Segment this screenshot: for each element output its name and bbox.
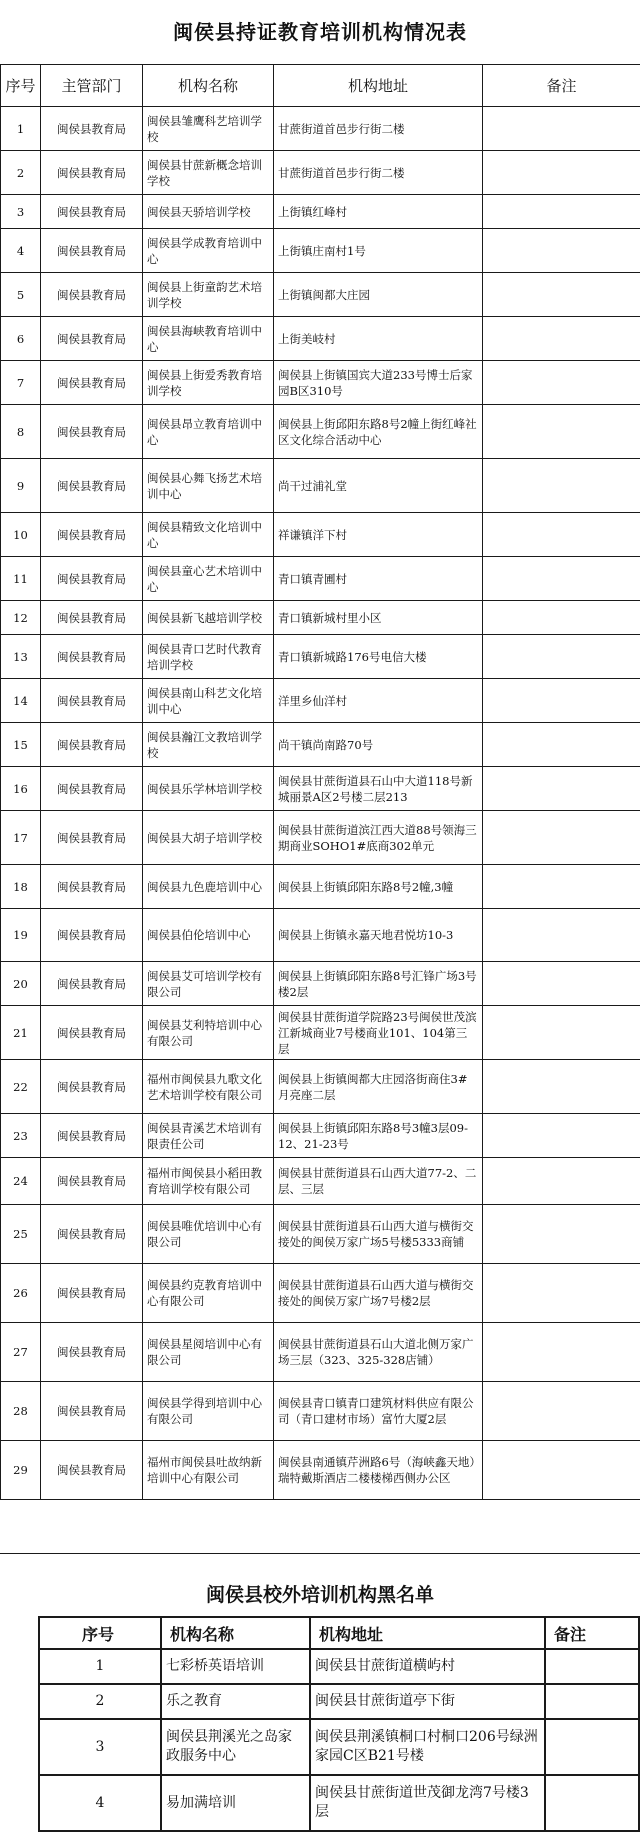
blacklist-header-no: 序号 bbox=[39, 1617, 161, 1649]
cell-note bbox=[483, 767, 640, 811]
cell-no: 3 bbox=[1, 195, 41, 229]
header-name: 机构名称 bbox=[143, 65, 274, 107]
cell-dept: 闽侯县教育局 bbox=[41, 557, 143, 601]
cell-addr: 闽侯县甘蔗街道县石山西大道与横街交接处的闽侯万家广场5号楼5333商铺 bbox=[274, 1205, 483, 1264]
cell-dept: 闽侯县教育局 bbox=[41, 811, 143, 865]
cell-name: 闽侯县精致文化培训中心 bbox=[143, 513, 274, 557]
cell-addr: 甘蔗街道首邑步行街二楼 bbox=[274, 151, 483, 195]
blacklist-table bbox=[38, 1616, 640, 1832]
cell-addr: 闽侯县甘蔗街道滨江西大道88号领海三期商业SOHO1#底商302单元 bbox=[274, 811, 483, 865]
table-row bbox=[1, 361, 640, 405]
cell-dept: 闽侯县教育局 bbox=[41, 679, 143, 723]
cell-name: 闽侯县心舞飞扬艺术培训中心 bbox=[143, 459, 274, 513]
cell-dept: 闽侯县教育局 bbox=[41, 962, 143, 1006]
cell-no: 15 bbox=[1, 723, 41, 767]
cell-dept: 闽侯县教育局 bbox=[41, 107, 143, 151]
cell-dept: 闽侯县教育局 bbox=[41, 1264, 143, 1323]
table-row bbox=[1, 405, 640, 459]
cell-note bbox=[483, 229, 640, 273]
cell-no: 14 bbox=[1, 679, 41, 723]
cell-name: 闽侯县南山科艺文化培训中心 bbox=[143, 679, 274, 723]
cell-name: 闽侯县童心艺术培训中心 bbox=[143, 557, 274, 601]
cell-addr: 闽侯县青口镇青口建筑材料供应有限公司（青口建材市场）富竹大厦2层 bbox=[274, 1382, 483, 1441]
blacklist-row bbox=[39, 1684, 639, 1719]
table-row bbox=[1, 1323, 640, 1382]
cell-addr: 闽侯县上街镇邱阳东路8号3幢3层09-12、21-23号 bbox=[274, 1114, 483, 1158]
cell-dept: 闽侯县教育局 bbox=[41, 635, 143, 679]
cell-note bbox=[483, 107, 640, 151]
cell-note bbox=[483, 1006, 640, 1060]
cell-no: 12 bbox=[1, 601, 41, 635]
cell-no: 19 bbox=[1, 909, 41, 962]
cell-dept: 闽侯县教育局 bbox=[41, 1382, 143, 1441]
table-row bbox=[1, 723, 640, 767]
cell-name: 闽侯县新飞越培训学校 bbox=[143, 601, 274, 635]
cell-note bbox=[483, 1158, 640, 1205]
cell-dept: 闽侯县教育局 bbox=[41, 513, 143, 557]
cell-dept: 闽侯县教育局 bbox=[41, 361, 143, 405]
cell-addr: 闽侯县甘蔗街道县石山西大道77-2、二层、三层 bbox=[274, 1158, 483, 1205]
cell-name: 闽侯县九色鹿培训中心 bbox=[143, 865, 274, 909]
table-row bbox=[1, 107, 640, 151]
cell-addr: 闽侯县上街镇永嘉天地君悦坊10-3 bbox=[274, 909, 483, 962]
cell-addr: 青口镇新城村里小区 bbox=[274, 601, 483, 635]
cell-name: 闽侯县学得到培训中心有限公司 bbox=[143, 1382, 274, 1441]
cell-dept: 闽侯县教育局 bbox=[41, 909, 143, 962]
cell-no: 29 bbox=[1, 1441, 41, 1500]
table-row bbox=[1, 229, 640, 273]
blacklist-cell-addr: 闽侯县甘蔗街道亭下街 bbox=[310, 1684, 545, 1719]
blacklist-cell-no: 2 bbox=[39, 1684, 161, 1719]
cell-no: 24 bbox=[1, 1158, 41, 1205]
table-row bbox=[1, 151, 640, 195]
cell-dept: 闽侯县教育局 bbox=[41, 317, 143, 361]
cell-note bbox=[483, 361, 640, 405]
cell-no: 5 bbox=[1, 273, 41, 317]
cell-note bbox=[483, 1060, 640, 1114]
page-title: 闽侯县持证教育培训机构情况表 bbox=[0, 0, 640, 64]
cell-note bbox=[483, 557, 640, 601]
cell-dept: 闽侯县教育局 bbox=[41, 1441, 143, 1500]
cell-dept: 闽侯县教育局 bbox=[41, 601, 143, 635]
blacklist-header-note: 备注 bbox=[545, 1617, 639, 1649]
cell-note bbox=[483, 459, 640, 513]
cell-no: 2 bbox=[1, 151, 41, 195]
cell-dept: 闽侯县教育局 bbox=[41, 1323, 143, 1382]
cell-addr: 闽侯县上街镇邱阳东路8号2幢,3幢 bbox=[274, 865, 483, 909]
cell-note bbox=[483, 1114, 640, 1158]
blacklist-header-row bbox=[39, 1617, 639, 1649]
table-row bbox=[1, 767, 640, 811]
cell-addr: 甘蔗街道首邑步行街二楼 bbox=[274, 107, 483, 151]
cell-note bbox=[483, 962, 640, 1006]
cell-name: 闽侯县青溪艺术培训有限责任公司 bbox=[143, 1114, 274, 1158]
blacklist-row bbox=[39, 1649, 639, 1684]
table-row bbox=[1, 317, 640, 361]
cell-addr: 洋里乡仙洋村 bbox=[274, 679, 483, 723]
header-no: 序号 bbox=[1, 65, 41, 107]
cell-no: 26 bbox=[1, 1264, 41, 1323]
cell-no: 10 bbox=[1, 513, 41, 557]
cell-name: 闽侯县艾可培训学校有限公司 bbox=[143, 962, 274, 1006]
blacklist-cell-note bbox=[545, 1684, 639, 1719]
cell-dept: 闽侯县教育局 bbox=[41, 1114, 143, 1158]
table-row bbox=[1, 962, 640, 1006]
cell-name: 闽侯县约克教育培训中心有限公司 bbox=[143, 1264, 274, 1323]
cell-name: 闽侯县星阅培训中心有限公司 bbox=[143, 1323, 274, 1382]
blacklist-header-name: 机构名称 bbox=[161, 1617, 310, 1649]
cell-no: 17 bbox=[1, 811, 41, 865]
table-row bbox=[1, 909, 640, 962]
blacklist-cell-name: 易加满培训 bbox=[161, 1775, 310, 1831]
cell-name: 闽侯县昂立教育培训中心 bbox=[143, 405, 274, 459]
cell-note bbox=[483, 1264, 640, 1323]
cell-dept: 闽侯县教育局 bbox=[41, 273, 143, 317]
cell-addr: 闽侯县上街镇闽都大庄园洛街商住3#月亮座二层 bbox=[274, 1060, 483, 1114]
cell-name: 闽侯县唯优培训中心有限公司 bbox=[143, 1205, 274, 1264]
blacklist-cell-no: 4 bbox=[39, 1775, 161, 1831]
cell-note bbox=[483, 151, 640, 195]
cell-note bbox=[483, 273, 640, 317]
cell-note bbox=[483, 723, 640, 767]
table-row bbox=[1, 865, 640, 909]
cell-note bbox=[483, 601, 640, 635]
blacklist-cell-addr: 闽侯县甘蔗街道世茂御龙湾7号楼3层 bbox=[310, 1775, 545, 1831]
header-note: 备注 bbox=[483, 65, 640, 107]
cell-dept: 闽侯县教育局 bbox=[41, 195, 143, 229]
cell-name: 闽侯县乐学林培训学校 bbox=[143, 767, 274, 811]
table-row bbox=[1, 601, 640, 635]
blacklist-cell-addr: 闽侯县甘蔗街道横屿村 bbox=[310, 1649, 545, 1684]
cell-name: 闽侯县雏鹰科艺培训学校 bbox=[143, 107, 274, 151]
blacklist-cell-note bbox=[545, 1649, 639, 1684]
cell-no: 16 bbox=[1, 767, 41, 811]
cell-name: 闽侯县瀚江文教培训学校 bbox=[143, 723, 274, 767]
blacklist-cell-addr: 闽侯县荆溪镇桐口村桐口206号绿洲家园C区B21号楼 bbox=[310, 1719, 545, 1775]
blacklist-row bbox=[39, 1719, 639, 1775]
cell-no: 9 bbox=[1, 459, 41, 513]
table-row bbox=[1, 1006, 640, 1060]
cell-addr: 上街镇闽都大庄园 bbox=[274, 273, 483, 317]
cell-note bbox=[483, 1441, 640, 1500]
cell-name: 闽侯县甘蔗新概念培训学校 bbox=[143, 151, 274, 195]
cell-name: 福州市闽侯县小稻田教育培训学校有限公司 bbox=[143, 1158, 274, 1205]
cell-dept: 闽侯县教育局 bbox=[41, 229, 143, 273]
cell-addr: 闽侯县上街镇国宾大道233号博士后家园B区310号 bbox=[274, 361, 483, 405]
table-row bbox=[1, 459, 640, 513]
table-row bbox=[1, 273, 640, 317]
table-row bbox=[1, 513, 640, 557]
cell-note bbox=[483, 1323, 640, 1382]
table-row bbox=[1, 1264, 640, 1323]
blacklist-header-addr: 机构地址 bbox=[310, 1617, 545, 1649]
table-row bbox=[1, 1060, 640, 1114]
table-row bbox=[1, 1441, 640, 1500]
cell-dept: 闽侯县教育局 bbox=[41, 151, 143, 195]
cell-addr: 闽侯县南通镇芹洲路6号（海峡鑫天地）瑞特戴斯酒店二楼楼梯西侧办公区 bbox=[274, 1441, 483, 1500]
cell-addr: 上街美岐村 bbox=[274, 317, 483, 361]
blacklist-cell-name: 闽侯县荆溪光之岛家政服务中心 bbox=[161, 1719, 310, 1775]
header-dept: 主管部门 bbox=[41, 65, 143, 107]
cell-dept: 闽侯县教育局 bbox=[41, 1158, 143, 1205]
table-row bbox=[1, 635, 640, 679]
cell-addr: 尚干镇尚南路70号 bbox=[274, 723, 483, 767]
blacklist-cell-no: 3 bbox=[39, 1719, 161, 1775]
cell-addr: 闽侯县上街邱阳东路8号2幢上街红峰社区文化综合活动中心 bbox=[274, 405, 483, 459]
cell-name: 闽侯县大胡子培训学校 bbox=[143, 811, 274, 865]
cell-note bbox=[483, 1205, 640, 1264]
cell-no: 27 bbox=[1, 1323, 41, 1382]
cell-note bbox=[483, 195, 640, 229]
cell-note bbox=[483, 865, 640, 909]
table-header-row bbox=[1, 65, 640, 107]
cell-addr: 闽侯县甘蔗街道县石山西大道与横街交接处的闽侯万家广场7号楼2层 bbox=[274, 1264, 483, 1323]
cell-no: 13 bbox=[1, 635, 41, 679]
blacklist-cell-note bbox=[545, 1719, 639, 1775]
cell-addr: 闽侯县甘蔗街道县石山中大道118号新城丽景A区2号楼二层213 bbox=[274, 767, 483, 811]
cell-addr: 青口镇青圃村 bbox=[274, 557, 483, 601]
cell-addr: 闽侯县上街镇邱阳东路8号汇锋广场3号楼2层 bbox=[274, 962, 483, 1006]
cell-addr: 祥谦镇洋下村 bbox=[274, 513, 483, 557]
cell-no: 1 bbox=[1, 107, 41, 151]
cell-note bbox=[483, 317, 640, 361]
cell-name: 闽侯县学成教育培训中心 bbox=[143, 229, 274, 273]
table-row bbox=[1, 195, 640, 229]
blacklist-cell-no: 1 bbox=[39, 1649, 161, 1684]
table-row bbox=[1, 1158, 640, 1205]
cell-dept: 闽侯县教育局 bbox=[41, 1006, 143, 1060]
table-row bbox=[1, 1205, 640, 1264]
cell-no: 4 bbox=[1, 229, 41, 273]
cell-addr: 尚干过浦礼堂 bbox=[274, 459, 483, 513]
cell-note bbox=[483, 1382, 640, 1441]
cell-note bbox=[483, 513, 640, 557]
cell-dept: 闽侯县教育局 bbox=[41, 865, 143, 909]
cell-dept: 闽侯县教育局 bbox=[41, 459, 143, 513]
cell-addr: 闽侯县甘蔗街道学院路23号闽侯世茂滨江新城商业7号楼商业101、104第三层 bbox=[274, 1006, 483, 1060]
institutions-table bbox=[0, 64, 640, 1500]
cell-name: 闽侯县青口艺时代教育培训学校 bbox=[143, 635, 274, 679]
cell-dept: 闽侯县教育局 bbox=[41, 405, 143, 459]
cell-no: 25 bbox=[1, 1205, 41, 1264]
cell-name: 闽侯县天骄培训学校 bbox=[143, 195, 274, 229]
cell-note bbox=[483, 811, 640, 865]
cell-no: 6 bbox=[1, 317, 41, 361]
cell-dept: 闽侯县教育局 bbox=[41, 723, 143, 767]
cell-no: 8 bbox=[1, 405, 41, 459]
cell-dept: 闽侯县教育局 bbox=[41, 767, 143, 811]
cell-note bbox=[483, 909, 640, 962]
cell-name: 闽侯县艾利特培训中心有限公司 bbox=[143, 1006, 274, 1060]
cell-addr: 闽侯县甘蔗街道县石山大道北侧万家广场三层（323、325-328店铺） bbox=[274, 1323, 483, 1382]
cell-name: 福州市闽侯县吐故纳新培训中心有限公司 bbox=[143, 1441, 274, 1500]
cell-addr: 上街镇红峰村 bbox=[274, 195, 483, 229]
cell-no: 7 bbox=[1, 361, 41, 405]
cell-no: 18 bbox=[1, 865, 41, 909]
cell-name: 闽侯县上街童韵艺术培训学校 bbox=[143, 273, 274, 317]
table-row bbox=[1, 1114, 640, 1158]
blacklist-title: 闽侯县校外培训机构黑名单 bbox=[0, 1575, 640, 1615]
cell-name: 福州市闽侯县九歌文化艺术培训学校有限公司 bbox=[143, 1060, 274, 1114]
cell-name: 闽侯县伯伦培训中心 bbox=[143, 909, 274, 962]
table-row bbox=[1, 811, 640, 865]
cell-addr: 青口镇新城路176号电信大楼 bbox=[274, 635, 483, 679]
cell-note bbox=[483, 635, 640, 679]
cell-note bbox=[483, 679, 640, 723]
blacklist-row bbox=[39, 1775, 639, 1831]
cell-no: 11 bbox=[1, 557, 41, 601]
cell-name: 闽侯县海峡教育培训中心 bbox=[143, 317, 274, 361]
cell-no: 21 bbox=[1, 1006, 41, 1060]
cell-no: 20 bbox=[1, 962, 41, 1006]
table-row bbox=[1, 1382, 640, 1441]
cell-note bbox=[483, 405, 640, 459]
cell-no: 22 bbox=[1, 1060, 41, 1114]
blacklist-cell-name: 乐之教育 bbox=[161, 1684, 310, 1719]
table-row bbox=[1, 679, 640, 723]
blacklist-cell-name: 七彩桥英语培训 bbox=[161, 1649, 310, 1684]
cell-addr: 上街镇庄南村1号 bbox=[274, 229, 483, 273]
cell-name: 闽侯县上街爱秀教育培训学校 bbox=[143, 361, 274, 405]
cell-dept: 闽侯县教育局 bbox=[41, 1060, 143, 1114]
cell-no: 28 bbox=[1, 1382, 41, 1441]
section-divider bbox=[0, 1553, 640, 1576]
blacklist-cell-note bbox=[545, 1775, 639, 1831]
cell-no: 23 bbox=[1, 1114, 41, 1158]
header-addr: 机构地址 bbox=[274, 65, 483, 107]
cell-dept: 闽侯县教育局 bbox=[41, 1205, 143, 1264]
table-row bbox=[1, 557, 640, 601]
